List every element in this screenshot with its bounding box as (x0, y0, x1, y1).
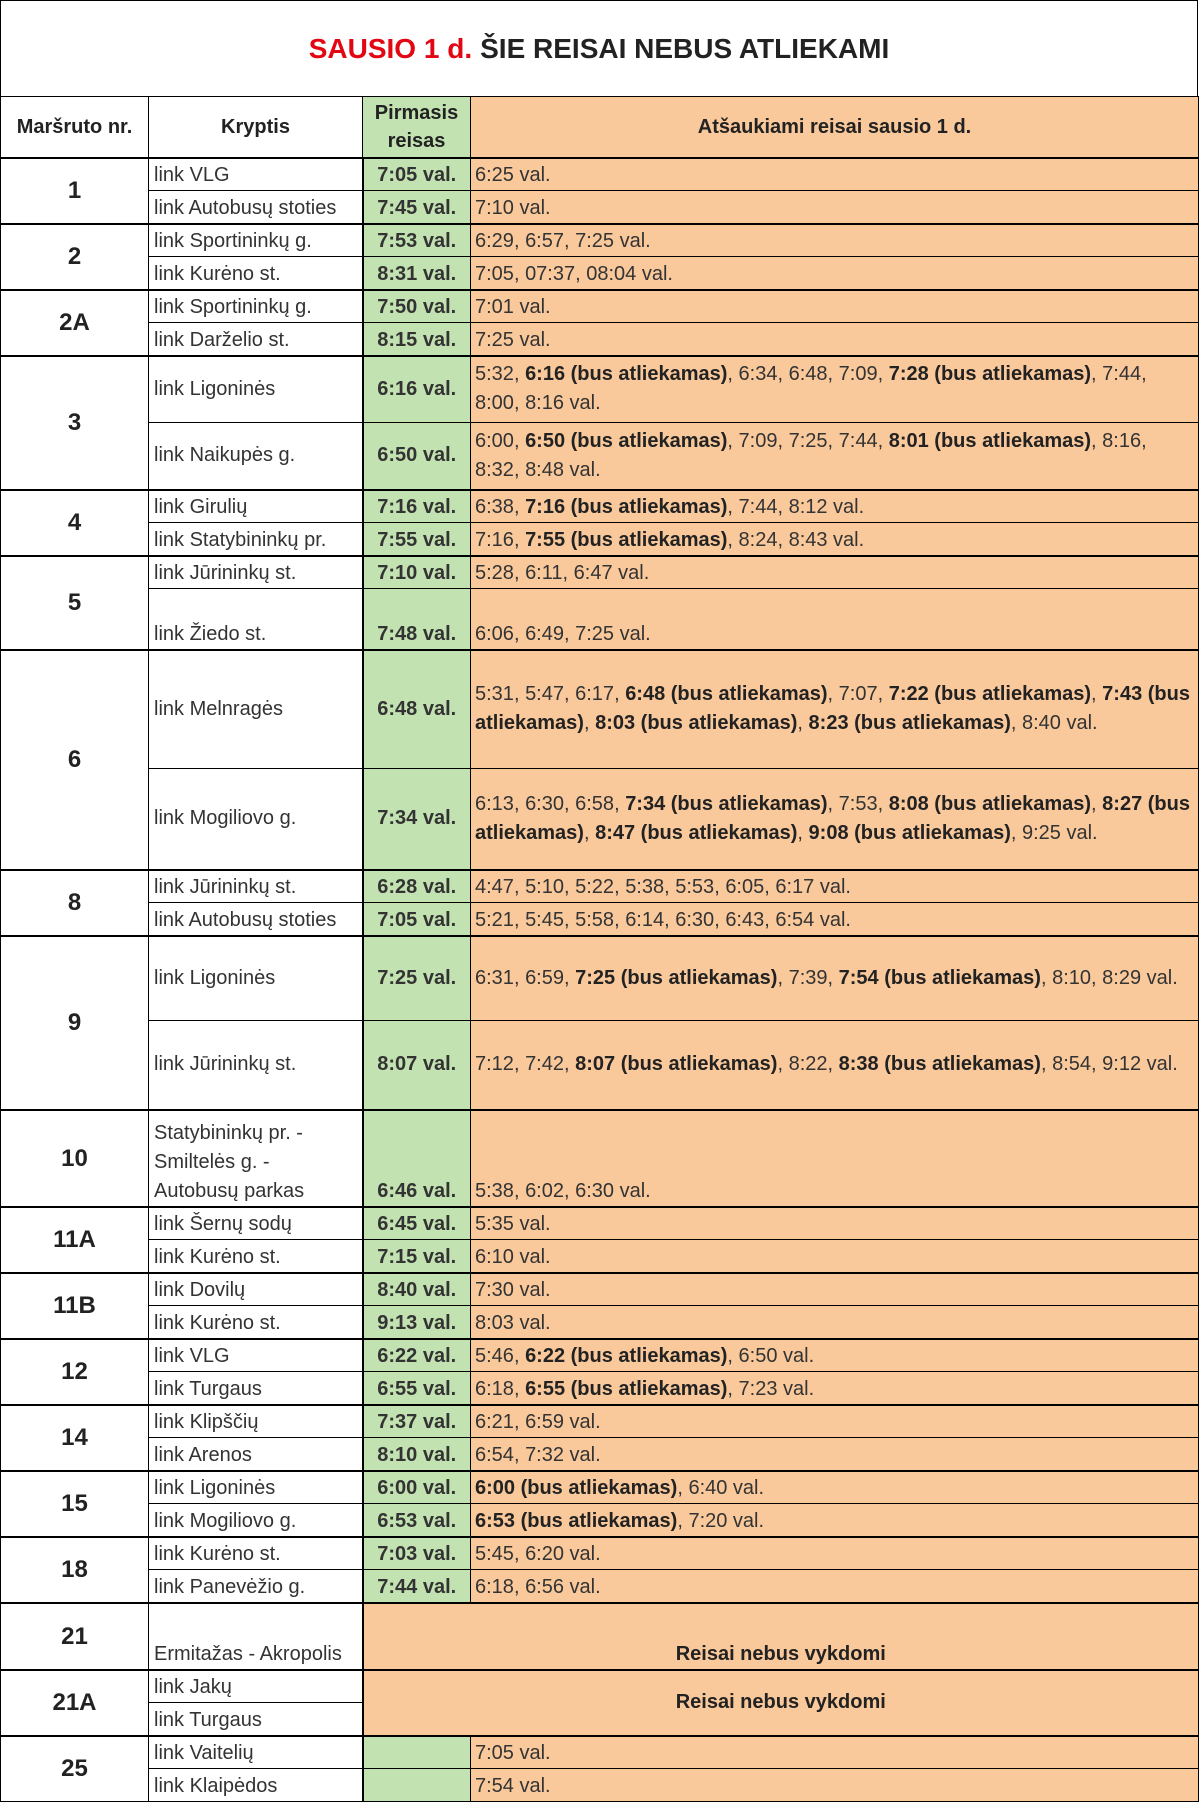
route-number: 1 (1, 158, 149, 224)
cancelled-trips-cell: 5:38, 6:02, 6:30 val. (471, 1110, 1199, 1207)
route-number: 2 (1, 224, 149, 290)
first-trip-cell: 7:34 val. (363, 769, 471, 870)
title-date: SAUSIO 1 d. (308, 32, 473, 64)
route-number: 11A (1, 1207, 149, 1273)
direction-cell: link Mogiliovo g. (149, 1504, 363, 1537)
direction-cell: link Turgaus (149, 1372, 363, 1405)
first-trip-cell: 7:16 val. (363, 490, 471, 523)
cancelled-trips-cell: 6:18, 6:55 (bus atliekamas), 7:23 val. (471, 1372, 1199, 1405)
table-row (1, 490, 1199, 523)
cancelled-trips-cell: 7:05, 07:37, 08:04 val. (471, 257, 1199, 290)
direction-cell: link Sportininkų g. (149, 224, 363, 257)
no-service-notice: Reisai nebus vykdomi (363, 1670, 1199, 1736)
first-trip-cell (363, 1769, 471, 1802)
direction-cell: link VLG (149, 1339, 363, 1372)
table-row (1, 1273, 1199, 1306)
cancelled-trips-cell: 6:00, 6:50 (bus atliekamas), 7:09, 7:25, 7:44, 8:01 (bus atliekamas), 8:16, 8:32, 8:48 val. (471, 423, 1199, 490)
direction-cell: link Melnragės (149, 650, 363, 769)
table-row (1, 769, 1199, 870)
cancelled-trips-cell: 6:18, 6:56 val. (471, 1570, 1199, 1603)
cancelled-trips-cell: 7:16, 7:55 (bus atliekamas), 8:24, 8:43 val. (471, 523, 1199, 556)
first-trip-cell: 8:15 val. (363, 323, 471, 356)
direction-cell: link Mogiliovo g. (149, 769, 363, 870)
table-row (1, 224, 1199, 257)
table-row (1, 1670, 1199, 1703)
table-row (1, 1603, 1199, 1670)
first-trip-cell: 6:50 val. (363, 423, 471, 490)
table-row (1, 1405, 1199, 1438)
direction-cell: link Ligoninės (149, 936, 363, 1021)
direction-cell: link Šernų sodų (149, 1207, 363, 1240)
first-trip-cell: 7:25 val. (363, 936, 471, 1021)
first-trip-cell: 6:28 val. (363, 870, 471, 903)
cancelled-trips-cell: 5:32, 6:16 (bus atliekamas), 6:34, 6:48, 7:09, 7:28 (bus atliekamas), 7:44, 8:00, 8:16 val. (471, 356, 1199, 423)
first-trip-cell: 7:05 val. (363, 158, 471, 191)
direction-cell: link Naikupės g. (149, 423, 363, 490)
route-number: 2A (1, 290, 149, 356)
cancelled-trips-cell: 6:13, 6:30, 6:58, 7:34 (bus atliekamas), 7:53, 8:08 (bus atliekamas), 8:27 (bus atliekamas), 8:47 (bus atliekamas), 9:08 (bus atliekamas), 9:25 val. (471, 769, 1199, 870)
table-row (1, 523, 1199, 556)
route-number: 11B (1, 1273, 149, 1339)
cancelled-trips-cell: 5:28, 6:11, 6:47 val. (471, 556, 1199, 589)
first-trip-cell: 9:13 val. (363, 1306, 471, 1339)
table-row (1, 1306, 1199, 1339)
schedule-body (1, 158, 1199, 1802)
direction-cell: link VLG (149, 158, 363, 191)
route-number: 3 (1, 356, 149, 490)
direction-cell: Statybininkų pr. - Smiltelės g. - Autobusų parkas (149, 1110, 363, 1207)
first-trip-cell: 7:53 val. (363, 224, 471, 257)
page-title (0, 0, 1198, 96)
route-number: 9 (1, 936, 149, 1110)
direction-cell: link Autobusų stoties (149, 191, 363, 224)
route-number: 21A (1, 1670, 149, 1736)
cancelled-trips-cell: 6:10 val. (471, 1240, 1199, 1273)
cancelled-trips-cell: 7:05 val. (471, 1736, 1199, 1769)
no-service-notice: Reisai nebus vykdomi (363, 1603, 1199, 1670)
first-trip-cell: 6:55 val. (363, 1372, 471, 1405)
cancelled-trips-cell: 7:54 val. (471, 1769, 1199, 1802)
direction-cell: link Jūrininkų st. (149, 870, 363, 903)
table-row (1, 257, 1199, 290)
direction-cell: link Girulių (149, 490, 363, 523)
direction-cell: link Panevėžio g. (149, 1570, 363, 1603)
first-trip-cell: 7:48 val. (363, 589, 471, 650)
table-row (1, 356, 1199, 423)
table-row (1, 158, 1199, 191)
direction-cell: link Klipščių (149, 1405, 363, 1438)
direction-cell: link Autobusų stoties (149, 903, 363, 936)
table-row (1, 191, 1199, 224)
first-trip-cell: 7:50 val. (363, 290, 471, 323)
first-trip-cell: 6:48 val. (363, 650, 471, 769)
first-trip-cell: 6:45 val. (363, 1207, 471, 1240)
first-trip-cell: 6:46 val. (363, 1110, 471, 1207)
table-row (1, 650, 1199, 769)
header-cancelled-trips: Atšaukiami reisai sausio 1 d. (471, 97, 1199, 158)
first-trip-cell: 7:10 val. (363, 556, 471, 589)
table-row (1, 1471, 1199, 1504)
cancelled-trips-cell: 6:06, 6:49, 7:25 val. (471, 589, 1199, 650)
table-row (1, 323, 1199, 356)
schedule-table (0, 96, 1199, 1802)
direction-cell: link Kurėno st. (149, 1537, 363, 1570)
direction-cell: link Sportininkų g. (149, 290, 363, 323)
first-trip-cell: 8:31 val. (363, 257, 471, 290)
table-row (1, 423, 1199, 490)
first-trip-cell: 7:15 val. (363, 1240, 471, 1273)
table-row (1, 556, 1199, 589)
cancelled-trips-cell: 4:47, 5:10, 5:22, 5:38, 5:53, 6:05, 6:17 val. (471, 870, 1199, 903)
first-trip-cell: 6:22 val. (363, 1339, 471, 1372)
cancelled-trips-cell: 6:31, 6:59, 7:25 (bus atliekamas), 7:39, 7:54 (bus atliekamas), 8:10, 8:29 val. (471, 936, 1199, 1021)
first-trip-cell: 7:45 val. (363, 191, 471, 224)
table-row (1, 589, 1199, 650)
table-row (1, 1769, 1199, 1802)
cancelled-trips-cell: 5:35 val. (471, 1207, 1199, 1240)
direction-cell: link Kurėno st. (149, 1306, 363, 1339)
first-trip-cell: 8:07 val. (363, 1021, 471, 1110)
table-row (1, 1240, 1199, 1273)
direction-cell: link Jakų (149, 1670, 363, 1703)
cancelled-trips-cell: 5:21, 5:45, 5:58, 6:14, 6:30, 6:43, 6:54 val. (471, 903, 1199, 936)
table-row (1, 1339, 1199, 1372)
direction-cell: link Turgaus (149, 1703, 363, 1736)
cancelled-trips-cell: 6:54, 7:32 val. (471, 1438, 1199, 1471)
route-number: 8 (1, 870, 149, 936)
first-trip-cell: 7:55 val. (363, 523, 471, 556)
first-trip-cell: 7:37 val. (363, 1405, 471, 1438)
table-row (1, 1021, 1199, 1110)
cancelled-trips-cell: 6:53 (bus atliekamas), 7:20 val. (471, 1504, 1199, 1537)
direction-cell: link Dovilų (149, 1273, 363, 1306)
route-number: 21 (1, 1603, 149, 1670)
cancelled-trips-cell: 6:21, 6:59 val. (471, 1405, 1199, 1438)
first-trip-cell: 6:00 val. (363, 1471, 471, 1504)
route-number: 4 (1, 490, 149, 556)
route-number: 5 (1, 556, 149, 650)
cancelled-trips-cell: 8:03 val. (471, 1306, 1199, 1339)
cancelled-trips-cell: 5:31, 5:47, 6:17, 6:48 (bus atliekamas), 7:07, 7:22 (bus atliekamas), 7:43 (bus atliekamas), 8:03 (bus atliekamas), 8:23 (bus atliekamas), 8:40 val. (471, 650, 1199, 769)
direction-cell: link Darželio st. (149, 323, 363, 356)
direction-cell: link Statybininkų pr. (149, 523, 363, 556)
header-route: Maršruto nr. (1, 97, 149, 158)
table-row (1, 1372, 1199, 1405)
table-row (1, 1207, 1199, 1240)
cancelled-trips-cell: 5:45, 6:20 val. (471, 1537, 1199, 1570)
first-trip-cell: 7:05 val. (363, 903, 471, 936)
first-trip-cell: 7:44 val. (363, 1570, 471, 1603)
cancelled-trips-cell: 7:12, 7:42, 8:07 (bus atliekamas), 8:22, 8:38 (bus atliekamas), 8:54, 9:12 val. (471, 1021, 1199, 1110)
direction-cell: link Arenos (149, 1438, 363, 1471)
header-direction: Kryptis (149, 97, 363, 158)
table-row (1, 1537, 1199, 1570)
route-number: 14 (1, 1405, 149, 1471)
direction-cell: link Kurėno st. (149, 1240, 363, 1273)
table-row (1, 1570, 1199, 1603)
first-trip-cell: 7:03 val. (363, 1537, 471, 1570)
cancelled-trips-cell: 7:25 val. (471, 323, 1199, 356)
direction-cell: link Klaipėdos (149, 1769, 363, 1802)
table-row (1, 1438, 1199, 1471)
direction-cell: link Vaitelių (149, 1736, 363, 1769)
title-text: ŠIE REISAI NEBUS ATLIEKAMI (480, 32, 890, 64)
table-row (1, 290, 1199, 323)
first-trip-cell: 6:16 val. (363, 356, 471, 423)
direction-cell: link Žiedo st. (149, 589, 363, 650)
table-row (1, 936, 1199, 1021)
route-number: 15 (1, 1471, 149, 1537)
first-trip-cell: 8:10 val. (363, 1438, 471, 1471)
cancelled-trips-cell: 7:01 val. (471, 290, 1199, 323)
first-trip-cell: 6:53 val. (363, 1504, 471, 1537)
cancelled-trips-cell: 6:29, 6:57, 7:25 val. (471, 224, 1199, 257)
table-row (1, 903, 1199, 936)
header-first-trip: Pirmasis reisas (363, 97, 471, 158)
cancelled-trips-cell: 5:46, 6:22 (bus atliekamas), 6:50 val. (471, 1339, 1199, 1372)
first-trip-cell: 8:40 val. (363, 1273, 471, 1306)
header-row (1, 97, 1199, 158)
direction-cell: link Jūrininkų st. (149, 1021, 363, 1110)
route-number: 12 (1, 1339, 149, 1405)
table-row (1, 1736, 1199, 1769)
direction-cell: link Jūrininkų st. (149, 556, 363, 589)
cancelled-trips-cell: 6:00 (bus atliekamas), 6:40 val. (471, 1471, 1199, 1504)
route-number: 18 (1, 1537, 149, 1603)
direction-cell: link Ligoninės (149, 356, 363, 423)
cancelled-trips-cell: 7:30 val. (471, 1273, 1199, 1306)
route-number: 10 (1, 1110, 149, 1207)
cancelled-trips-cell: 6:38, 7:16 (bus atliekamas), 7:44, 8:12 val. (471, 490, 1199, 523)
cancelled-trips-cell: 7:10 val. (471, 191, 1199, 224)
cancelled-trips-cell: 6:25 val. (471, 158, 1199, 191)
table-row (1, 1110, 1199, 1207)
route-number: 25 (1, 1736, 149, 1802)
direction-cell: link Kurėno st. (149, 257, 363, 290)
first-trip-cell (363, 1736, 471, 1769)
direction-cell: Ermitažas - Akropolis (149, 1603, 363, 1670)
route-number: 6 (1, 650, 149, 870)
table-row (1, 1504, 1199, 1537)
table-row (1, 870, 1199, 903)
direction-cell: link Ligoninės (149, 1471, 363, 1504)
